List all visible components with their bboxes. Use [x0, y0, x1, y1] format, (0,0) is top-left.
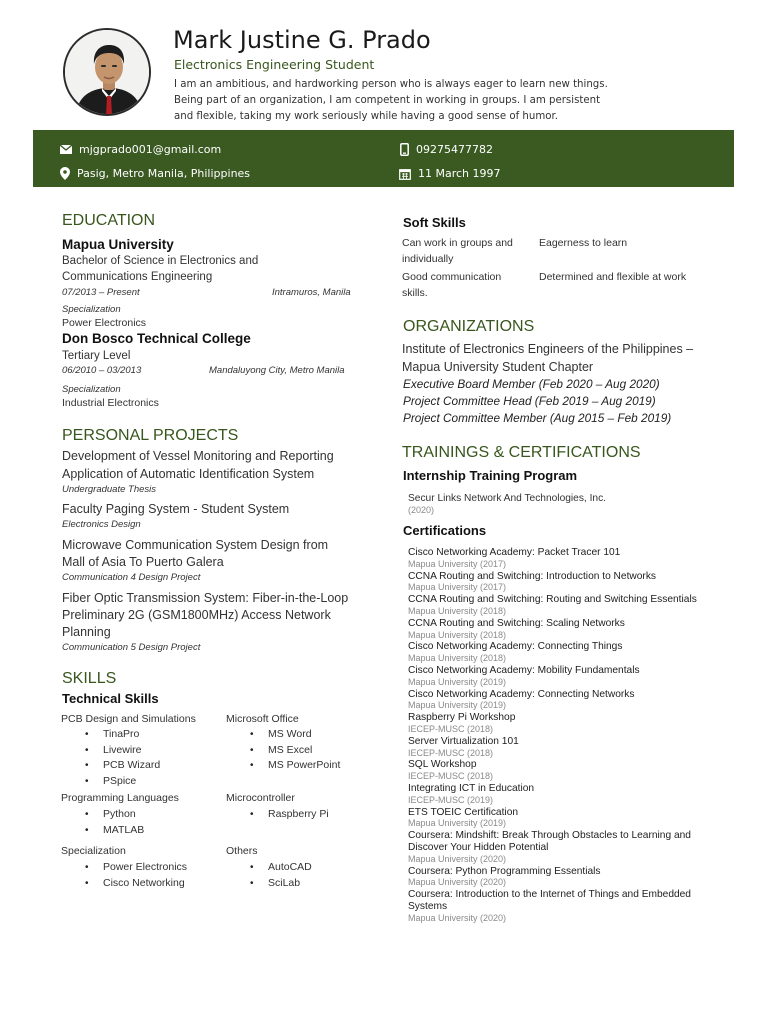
skill-list: [226, 727, 340, 774]
certification-item: [408, 736, 708, 760]
project-title: Microwave Communication System Design from: [62, 538, 329, 552]
school-degree: Communications Engineering: [62, 271, 213, 283]
skill-group-label: Microcontroller: [226, 792, 295, 804]
project-title: Faculty Paging System - Student System: [62, 502, 290, 516]
internship-company: Secur Links Network And Technologies, Inc.: [408, 493, 607, 504]
cert-source: Mapua University (2017): [408, 582, 507, 593]
cert-title: Coursera: Python Programming Essentials: [408, 865, 601, 877]
cert-source: Mapua University (2019): [408, 818, 507, 829]
project-type: Communication 5 Design Project: [62, 642, 201, 653]
certification-item: [408, 571, 708, 595]
cert-title: Integrating ICT in Education: [408, 782, 535, 794]
cert-source: IECEP-MUSC (2018): [408, 747, 494, 758]
project-type: Communication 4 Design Project: [62, 572, 201, 583]
certification-item: [408, 689, 708, 713]
certification-item: [408, 807, 708, 831]
project-title: Fiber Optic Transmission System: Fiber-in-the-Loop: [62, 591, 349, 605]
project-title: Application of Automatic Identification System: [62, 467, 315, 481]
certification-item: [408, 712, 708, 736]
cert-title: Raspberry Pi Workshop: [408, 712, 516, 724]
organization-name: Mapua University Student Chapter: [402, 360, 594, 374]
cert-title: SQL Workshop: [408, 759, 477, 771]
location-pin-icon: [60, 167, 70, 180]
cert-title: Coursera: Mindshift: Break Through Obstacles to Learning and Discover Your Hidden Potential: [408, 830, 691, 853]
skill-list: [61, 807, 144, 838]
specialization-value: Industrial Electronics: [62, 397, 159, 409]
mobile-phone-icon: [400, 143, 409, 156]
school-name: Don Bosco Technical College: [62, 331, 251, 346]
contact-location: [60, 167, 250, 180]
skill-group-label: Specialization: [61, 845, 126, 857]
skill-list: [61, 727, 160, 790]
calendar-icon: [399, 168, 411, 180]
skill-list: [226, 860, 312, 891]
contact-birthdate: [399, 167, 501, 180]
cert-title: CCNA Routing and Switching: Routing and Switching Essentials: [408, 594, 697, 606]
cert-source: Mapua University (2017): [408, 558, 507, 569]
cert-title: ETS TOEIC Certification: [408, 806, 519, 818]
envelope-icon: [60, 145, 72, 154]
organization-name: Institute of Electronics Engineers of the Philippines –: [402, 342, 694, 356]
projects-heading: PERSONAL PROJECTS: [62, 427, 239, 444]
cert-title: Cisco Networking Academy: Mobility Fundamentals: [408, 664, 640, 676]
person-avatar-icon: [65, 30, 151, 116]
birthdate-text: 11 March 1997: [418, 167, 501, 180]
certification-item: [408, 783, 708, 807]
contact-phone[interactable]: [400, 143, 493, 156]
internship-heading: Internship Training Program: [403, 468, 578, 483]
skill-item: • Raspberry Pi: [226, 807, 329, 823]
school-location: Mandaluyong City, Metro Manila: [209, 365, 345, 376]
skills-heading: SKILLS: [62, 670, 117, 687]
certification-item: [408, 547, 708, 571]
soft-skill-item: Good communication: [402, 271, 502, 283]
school-degree: Tertiary Level: [62, 350, 131, 362]
soft-skill-item: individually: [402, 253, 454, 265]
internship-year: (2020): [408, 505, 435, 515]
specialization-value: Power Electronics: [62, 317, 147, 329]
skill-item: • MATLAB: [61, 823, 144, 839]
trainings-heading: TRAININGS & CERTIFICATIONS: [402, 444, 641, 461]
certification-item: [408, 665, 708, 689]
school-dates: 06/2010 – 03/2013: [62, 365, 142, 376]
certification-item: [408, 594, 708, 618]
school-name: Mapua University: [62, 237, 174, 252]
education-heading: EDUCATION: [62, 212, 156, 229]
cert-source: Mapua University (2018): [408, 629, 507, 640]
project-title: Development of Vessel Monitoring and Reporting: [62, 449, 334, 463]
soft-skills-heading: Soft Skills: [403, 215, 466, 230]
organizations-heading: ORGANIZATIONS: [403, 318, 535, 335]
certification-item: [408, 830, 708, 865]
skill-group-label: Others: [226, 845, 258, 857]
certifications-heading: Certifications: [403, 523, 487, 538]
project-type: Undergraduate Thesis: [62, 484, 156, 495]
cert-source: Mapua University (2019): [408, 700, 507, 711]
skill-item: • Power Electronics: [61, 860, 187, 876]
skill-item: • PSpice: [61, 774, 160, 790]
soft-skill-item: Can work in groups and: [402, 237, 513, 249]
skill-item: • MS PowerPoint: [226, 758, 340, 774]
organization-role: Project Committee Member (Aug 2015 – Feb 2019): [403, 411, 672, 425]
profile-photo: [63, 28, 151, 116]
cert-title: Coursera: Introduction to the Internet of Things and Embedded Systems: [408, 889, 691, 912]
soft-skill-item: Determined and flexible at work: [539, 271, 687, 283]
certification-item: [408, 618, 708, 642]
skill-item: • MS Word: [226, 727, 340, 743]
school-dates: 07/2013 – Present: [62, 287, 140, 298]
soft-skill-item: skills.: [402, 287, 428, 299]
skill-list: [226, 807, 329, 823]
skill-list: [61, 860, 187, 891]
specialization-label: Specialization: [62, 304, 121, 315]
cert-source: Mapua University (2020): [408, 853, 507, 864]
email-text[interactable]: mjgprado001@gmail.com: [79, 143, 222, 156]
profile-summary: I am an ambitious, and hardworking person who is always eager to learn new things. Being part of an organization, I am competent in working in groups. I am persistent and flexible, taking my work seriously while having a good sense of humor.: [174, 79, 608, 122]
skill-item: • AutoCAD: [226, 860, 312, 876]
cert-source: Mapua University (2019): [408, 676, 507, 687]
cert-title: Cisco Networking Academy: Packet Tracer 101: [408, 547, 621, 558]
cert-title: CCNA Routing and Switching: Scaling Networks: [408, 617, 625, 629]
cert-source: Mapua University (2020): [408, 912, 507, 923]
skill-group-label: Programming Languages: [61, 792, 179, 804]
certification-list: [408, 547, 708, 925]
certification-item: [408, 759, 708, 783]
skill-item: • Livewire: [61, 743, 160, 759]
specialization-label: Specialization: [62, 384, 121, 395]
cert-title: CCNA Routing and Switching: Introduction to Networks: [408, 570, 657, 582]
organization-role: Project Committee Head (Feb 2019 – Aug 2019): [403, 394, 656, 408]
cert-source: Mapua University (2018): [408, 653, 507, 664]
cert-title: Cisco Networking Academy: Connecting Things: [408, 641, 623, 653]
soft-skill-item: Eagerness to learn: [539, 237, 628, 249]
cert-source: IECEP-MUSC (2018): [408, 723, 494, 734]
project-title: Planning: [62, 625, 111, 639]
skill-item: • MS Excel: [226, 743, 340, 759]
certification-item: [408, 866, 708, 890]
skill-group-label: Microsoft Office: [226, 713, 299, 725]
project-title: Mall of Asia To Puerto Galera: [62, 555, 224, 569]
project-type: Electronics Design: [62, 519, 141, 530]
skill-item: • Cisco Networking: [61, 876, 187, 892]
contact-email[interactable]: [60, 143, 221, 156]
candidate-name: Mark Justine G. Prado: [173, 26, 431, 54]
certification-item: [408, 641, 708, 665]
skill-item: • TinaPro: [61, 727, 160, 743]
location-text: Pasig, Metro Manila, Philippines: [77, 167, 251, 180]
candidate-role: Electronics Engineering Student: [174, 57, 375, 72]
cert-title: Server Virtualization 101: [408, 735, 519, 747]
cert-source: Mapua University (2018): [408, 605, 507, 616]
skill-group-label: PCB Design and Simulations: [61, 713, 196, 725]
cert-title: Cisco Networking Academy: Connecting Networks: [408, 688, 635, 700]
skill-item: • PCB Wizard: [61, 758, 160, 774]
school-location: Intramuros, Manila: [272, 287, 351, 298]
certification-item: [408, 889, 708, 924]
cert-source: IECEP-MUSC (2018): [408, 771, 494, 782]
phone-text[interactable]: 09275477782: [416, 143, 493, 156]
cert-source: IECEP-MUSC (2019): [408, 794, 494, 805]
organization-role: Executive Board Member (Feb 2020 – Aug 2020): [403, 377, 660, 391]
school-degree: Bachelor of Science in Electronics and: [62, 255, 259, 267]
skill-item: • SciLab: [226, 876, 312, 892]
skill-item: • Python: [61, 807, 144, 823]
cert-source: Mapua University (2020): [408, 877, 507, 888]
project-title: Preliminary 2G (GSM1800MHz) Access Network: [62, 608, 331, 622]
technical-skills-heading: Technical Skills: [62, 691, 159, 706]
